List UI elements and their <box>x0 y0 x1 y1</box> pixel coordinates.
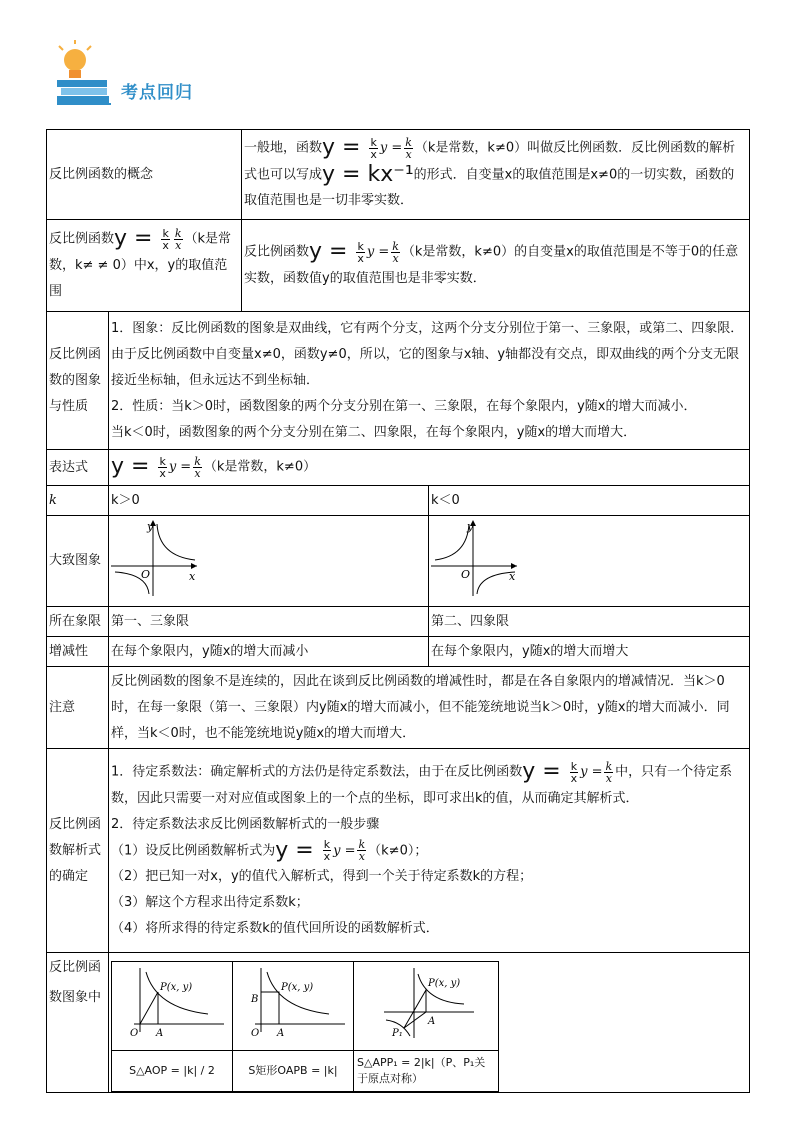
svg-text:P(x, y): P(x, y) <box>160 982 193 993</box>
content-concept: 一般地，函数y = $\frac{k}{x}$ y = $\frac{k}{x}$ （k是常数，k≠0）叫做反比例函数．反比例函数的解析式也可以写成y = kx⁻¹的形式．自变量x的取值范围是x≠0的一切实数，函数的取值范围也是一切非零实数． <box>242 130 750 220</box>
formula-app1: S△APP₁ = 2|k|（P、P₁关于原点对称） <box>354 1051 499 1092</box>
content-domain: 反比例函数y = $\frac{k}{x}$ y = $\frac{k}{x}$ （k是常数，k≠0）的自变量x的取值范围是不等于0的任意实数，函数值y的取值范围也是非零实数． <box>242 220 750 312</box>
content-note: 反比例函数的图象不是连续的，因此在谈到反比例函数的增减性时，都是在各自象限内的增减情况．当k＞0时，在每一象限（第一、三象限）内y随x的增大而减小，但不能笼统地说当k＞0时，y随x的增大而减小．同样，当k＜0时，也不能笼统地说y随x的增大而增大． <box>109 667 750 749</box>
content-graph: 1．图象：反比例函数的图象是双曲线，它有两个分支，这两个分支分别位于第一、三象限，或第二、四象限．由于反比例函数中自变量x≠0，函数y≠0，所以，它的图象与x轴、y轴都没有交点，即双曲线的两个分支无限接近坐标轴，但永远达不到坐标轴． 2．性质：当k＞0时，函数图象的两个分支分别在第一、三象限，在每个象限内，y随x的增大而减小． 当k＜0时，函数图象的两个分支分别在第二、四象限，在每个象限内，y随x的增大而增大． <box>109 312 750 450</box>
svg-text:x: x <box>509 570 516 583</box>
content-expression: y = $\frac{k}{x}$ y = $\frac{k}{x}$ （k是常数，k≠0） <box>109 450 750 486</box>
fraction-k-x: $\frac{k}{x}$ <box>370 135 377 161</box>
sketch-k-negative <box>429 516 750 607</box>
row-domain <box>47 220 750 312</box>
svg-text:x: x <box>189 570 196 583</box>
summary-table <box>46 129 750 1093</box>
row-quadrant <box>47 607 750 637</box>
svg-text:y: y <box>467 520 474 533</box>
svg-text:O: O <box>141 568 151 581</box>
label-determine: 反比例函数解析式的确定 <box>47 749 109 953</box>
svg-text:A: A <box>277 1028 285 1039</box>
k-positive: k＞0 <box>109 486 429 516</box>
label-monotonic: 增减性 <box>47 637 109 667</box>
label-concept: 反比例函数的概念 <box>47 130 242 220</box>
quadrant-positive: 第一、三象限 <box>109 607 429 637</box>
svg-text:B: B <box>251 994 259 1005</box>
content-area <box>109 953 750 1093</box>
row-monotonic <box>47 637 750 667</box>
fraction-k-x: $\frac{k}{x}$ <box>405 135 412 161</box>
svg-text:O: O <box>461 568 471 581</box>
label-domain: 反比例函数y = $\frac{k}{x}$ $\frac{k}{x}$ （k是常数，k≠ ≠ 0）中x，y的取值范围 <box>47 220 242 312</box>
k-negative: k＜0 <box>429 486 750 516</box>
row-graph-properties <box>47 312 750 450</box>
row-concept <box>47 130 750 220</box>
sketch-k-positive <box>109 516 429 607</box>
figure-rectangle-oapb <box>233 962 354 1051</box>
row-area <box>47 953 750 1093</box>
label-sketch: 大致图象 <box>47 516 109 607</box>
quadrant-negative: 第二、四象限 <box>429 607 750 637</box>
label-graph: 反比例函数的图象与性质 <box>47 312 109 450</box>
label-quadrant: 所在象限 <box>47 607 109 637</box>
svg-text:P(x, y): P(x, y) <box>428 978 461 989</box>
svg-text:P(x, y): P(x, y) <box>281 982 314 993</box>
svg-text:O: O <box>130 1028 139 1039</box>
formula-triangle-aop: S△AOP = |k| / 2 <box>112 1051 233 1092</box>
content-determine: 1．待定系数法：确定解析式的方法仍是待定系数法，由于在反比例函数y = $\frac{k}{x}$ y = $\frac{k}{x}$ 中，只有一个待定系数，因此只需要一对对应值或图象上的一个点的坐标，即可求出k的值，从而确定其解析式． 2．待定系数法求反比例函数解析式的一般步骤 （1）设反比例函数解析式为y = $\frac{k}{x}$ y = $\frac{k}{x}$ （k≠0）； （2）把已知一对x，y的值代入解析式，得到一个关于待定系数k的方程； （3）解这个方程求出待定系数k； （4）将所求得的待定系数k的值代回所设的函数解析式． <box>109 749 750 953</box>
figure-triangle-aop <box>112 962 233 1051</box>
mono-negative: 在每个象限内，y随x的增大而增大 <box>429 637 750 667</box>
row-sketch <box>47 516 750 607</box>
section-title: 考点回归 <box>121 83 193 103</box>
label-note: 注意 <box>47 667 109 749</box>
svg-text:P₁: P₁ <box>392 1028 403 1039</box>
lightbulb-books-icon <box>55 40 117 110</box>
row-note <box>47 667 750 749</box>
formula-rectangle: S矩形OAPB = |k| <box>233 1051 354 1092</box>
svg-text:O: O <box>251 1028 260 1039</box>
hyperbola-quadrant-2-4-graph <box>431 516 531 596</box>
svg-text:y: y <box>147 520 154 533</box>
hyperbola-quadrant-1-3-graph <box>111 516 211 596</box>
svg-text:A: A <box>428 1016 436 1027</box>
row-k <box>47 486 750 516</box>
label-expression: 表达式 <box>47 450 109 486</box>
area-figures <box>111 961 499 1092</box>
section-header <box>55 40 275 110</box>
row-expression <box>47 450 750 486</box>
label-area: 反比例函数图象中 <box>47 953 109 1093</box>
row-determine <box>47 749 750 953</box>
label-k: k <box>47 486 109 516</box>
figure-triangle-app1 <box>354 962 499 1051</box>
mono-positive: 在每个象限内，y随x的增大而减小 <box>109 637 429 667</box>
svg-text:A: A <box>156 1028 164 1039</box>
